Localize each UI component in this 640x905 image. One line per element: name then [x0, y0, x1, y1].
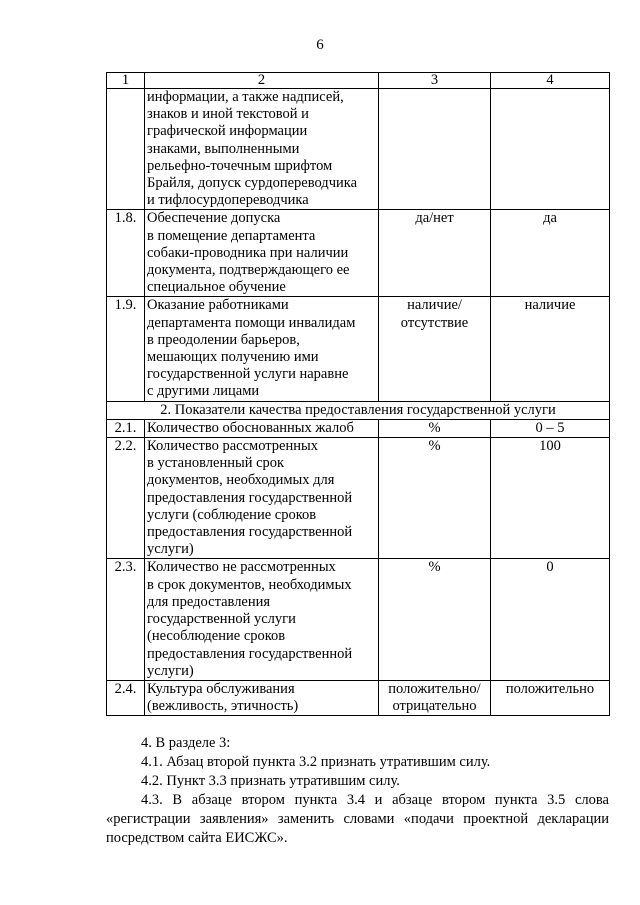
row-number: 2.3.: [107, 559, 145, 680]
norm-value-line: наличие: [524, 297, 576, 314]
unit-cell-line: положительно/: [388, 680, 481, 697]
indicator-name-line: (вежливость, этичность): [147, 698, 299, 715]
section-title: 2. Показатели качества предоставления государственной услуги: [107, 401, 610, 419]
indicator-name-line: предоставления государственной: [147, 524, 353, 541]
norm-value: [491, 680, 610, 715]
norm-value-line: 100: [539, 438, 561, 455]
indicator-name-line: знаков и иной текстовой и: [147, 106, 309, 123]
indicator-name-line: Количество обоснованных жалоб: [147, 419, 354, 436]
indicator-name: [145, 89, 379, 210]
indicator-name-line: Культура обслуживания: [147, 680, 295, 697]
indicator-name-line: Обеспечение допуска: [147, 210, 281, 227]
unit-cell: [379, 297, 491, 401]
row-number: 2.1.: [107, 419, 145, 437]
norm-value: [491, 419, 610, 437]
norm-value: [491, 559, 610, 680]
indicator-name-line: и тифлосурдопереводчика: [147, 192, 309, 209]
indicator-name-line: Оказание работниками: [147, 297, 289, 314]
header-cell: 1: [107, 73, 145, 89]
indicator-name-line: департамента помощи инвалидам: [147, 314, 356, 331]
unit-cell: [379, 438, 491, 559]
indicator-name-line: в помещение департамента: [147, 227, 316, 244]
indicator-name-line: знаками, выполненными: [147, 140, 300, 157]
indicator-name-line: в срок документов, необходимых: [147, 576, 352, 593]
paragraph: 4. В разделе 3:: [141, 735, 231, 751]
row-number: 1.8.: [107, 210, 145, 297]
indicator-name-line: документа, подтверждающего ее: [147, 262, 350, 279]
norm-value-line: да: [543, 210, 557, 227]
table-row: [107, 210, 610, 297]
paragraph: 4.3. В абзаце втором пункта 3.4 и абзаце втором пункта 3.5 слова «регистрации заявления» заменить словами «подачи проектной декларации посредством сайта ЕИСЖС».: [106, 792, 609, 846]
indicator-name: [145, 210, 379, 297]
unit-cell: [379, 419, 491, 437]
indicator-name-line: в преодолении барьеров,: [147, 331, 300, 348]
indicator-name: [145, 438, 379, 559]
page-number: 6: [316, 37, 324, 53]
paragraph: 4.2. Пункт 3.3 признать утратившим силу.: [141, 773, 400, 789]
unit-cell-line: %: [428, 559, 441, 576]
indicator-name: [145, 297, 379, 401]
table-row: [107, 438, 610, 559]
header-cell: 4: [491, 73, 610, 89]
indicator-name-line: Количество не рассмотренных: [147, 559, 336, 576]
paragraph: 4.1. Абзац второй пункта 3.2 признать утратившим силу.: [141, 754, 491, 770]
row-number: 2.2.: [107, 438, 145, 559]
norm-value-line: 0 – 5: [535, 419, 565, 436]
header-cell: 2: [145, 73, 379, 89]
section-row: [107, 401, 610, 419]
indicator-name-line: рельефно-точечным шрифтом: [147, 157, 333, 174]
indicator-name-line: государственной услуги наравне: [147, 366, 349, 383]
row-number: 1.9.: [107, 297, 145, 401]
indicator-name-line: графической информации: [147, 123, 308, 140]
header-cell: 3: [379, 73, 491, 89]
norm-value: [491, 210, 610, 297]
indicator-name-line: документов, необходимых для: [147, 472, 335, 489]
unit-cell: [379, 210, 491, 297]
unit-cell-line: да/нет: [415, 210, 454, 227]
table-row: [107, 89, 610, 210]
unit-cell-line: наличие/: [407, 297, 462, 314]
indicator-name-line: Количество рассмотренных: [147, 438, 318, 455]
norm-value: [491, 297, 610, 401]
table-row: [107, 419, 610, 437]
indicator-name-line: услуги): [147, 662, 194, 679]
norm-value: [491, 89, 610, 210]
indicator-name-line: предоставления государственной: [147, 645, 353, 662]
indicator-name-line: специальное обучение: [147, 279, 286, 296]
indicator-name-line: предоставления государственной: [147, 489, 353, 506]
table-row: [107, 297, 610, 401]
indicators-table: [106, 72, 610, 716]
row-number: [107, 89, 145, 210]
indicator-name-line: мешающих получению ими: [147, 349, 319, 366]
row-number: 2.4.: [107, 680, 145, 715]
unit-cell: [379, 680, 491, 715]
indicator-name-line: услуги): [147, 541, 194, 558]
unit-cell-line: отсутствие: [400, 314, 469, 331]
table-header-row: [107, 73, 610, 89]
unit-cell: [379, 559, 491, 680]
amendment-text: [106, 734, 609, 848]
indicator-name: [145, 559, 379, 680]
norm-value-line: положительно: [505, 680, 595, 697]
norm-value: [491, 438, 610, 559]
indicator-name-line: государственной услуги: [147, 611, 296, 628]
indicator-name-line: Брайля, допуск сурдопереводчика: [147, 175, 358, 192]
indicator-name-line: для предоставления: [147, 593, 271, 610]
norm-value-line: 0: [546, 559, 554, 576]
indicator-name-line: информации, а также надписей,: [147, 89, 344, 105]
unit-cell-line: %: [428, 438, 441, 455]
indicator-name: [145, 419, 379, 437]
indicator-name: [145, 680, 379, 715]
indicator-name-line: в установленный срок: [147, 455, 285, 472]
unit-cell-line: отрицательно: [392, 698, 477, 715]
table-row: [107, 559, 610, 680]
indicator-name-line: услуги (соблюдение сроков: [147, 506, 317, 523]
indicator-name-line: собаки-проводника при наличии: [147, 244, 349, 261]
unit-cell: [379, 89, 491, 210]
indicator-name-line: с другими лицами: [147, 383, 260, 400]
indicator-name-line: (несоблюдение сроков: [147, 628, 286, 645]
table-row: [107, 680, 610, 715]
unit-cell-line: %: [428, 419, 441, 436]
